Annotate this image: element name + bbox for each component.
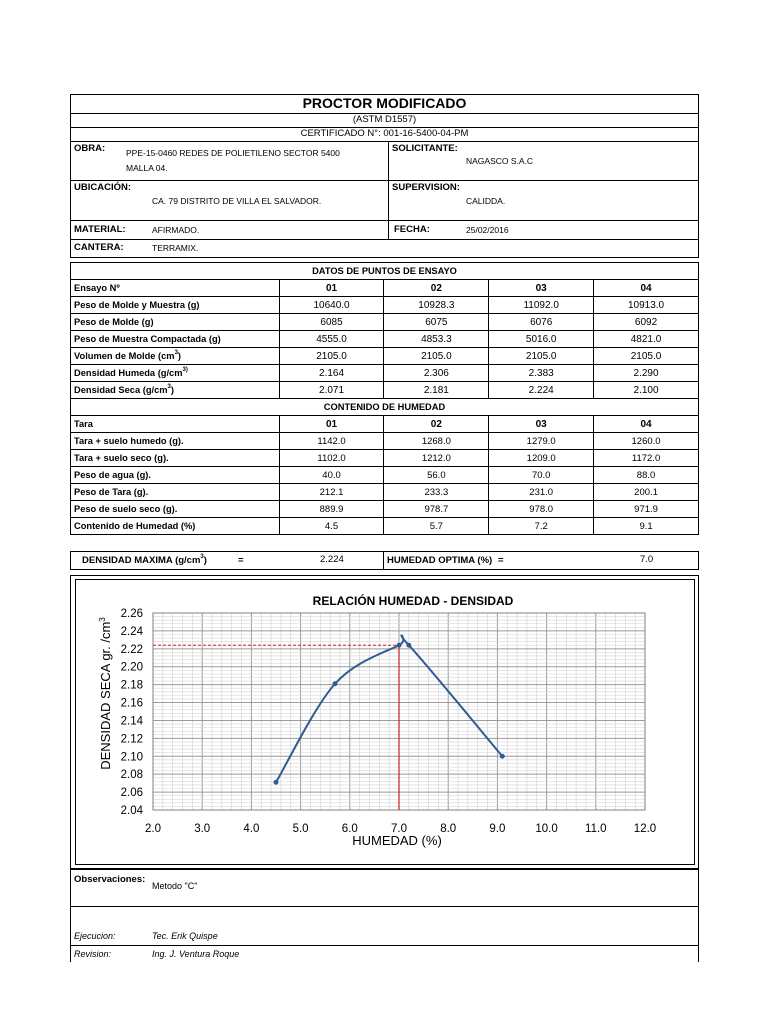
cell: 10640.0 (279, 297, 384, 314)
data-point (333, 681, 338, 686)
cell: 10913.0 (594, 297, 699, 314)
row-label: Peso de Tara (g). (71, 484, 280, 501)
x-tick-label: 4.0 (243, 823, 260, 835)
page-title: PROCTOR MODIFICADO (302, 95, 467, 111)
fecha-value: 25/02/2016 (466, 225, 509, 235)
densidad-maxima-label: DENSIDAD MAXIMA $(g/cm^3)$ (82, 554, 207, 566)
row-label: Tara + suelo seco (g). (71, 450, 280, 467)
x-tick-label: 11.0 (585, 823, 607, 835)
cell: 70.0 (489, 467, 594, 484)
y-tick-label: 2.14 (120, 715, 143, 728)
humedad-optima-label: HUMEDAD OPTIMA (%) (387, 555, 493, 566)
cell: 4821.0 (594, 331, 699, 348)
point-header: 04 (594, 416, 699, 433)
x-tick-label: 9.0 (489, 823, 506, 835)
obra-value-line1: PPE-15-0460 REDES DE POLIETILENO SECTOR 5400 (126, 148, 340, 158)
cantera-label: CANTERA: (74, 242, 124, 253)
equals-sign: = (498, 555, 504, 566)
supervision-value: CALIDDA. (466, 196, 506, 206)
x-tick-label: 7.0 (391, 823, 407, 835)
cell: 7.2 (489, 518, 594, 535)
observations-label: Observaciones: (74, 874, 146, 885)
cell: 2105.0 (594, 348, 699, 365)
y-tick-label: 2.06 (120, 787, 143, 800)
row-label: Peso de Molde (g) (71, 314, 280, 331)
cell: 5016.0 (489, 331, 594, 348)
divider (70, 907, 71, 962)
point-header: 03 (489, 416, 594, 433)
point-header: 02 (384, 416, 489, 433)
cell: 56.0 (384, 467, 489, 484)
chart-title: RELACIÓN HUMEDAD - DENSIDAD (312, 594, 514, 608)
y-tick-label: 2.12 (120, 733, 143, 746)
point-header: 01 (279, 416, 384, 433)
humedad-header-label: Tara (71, 416, 280, 433)
data-point (397, 643, 402, 648)
cell: 1209.0 (489, 450, 594, 467)
cell: 40.0 (279, 467, 384, 484)
cell: 2105.0 (489, 348, 594, 365)
x-axis-label: HUMEDAD (%) (352, 833, 442, 848)
cell: 6075 (384, 314, 489, 331)
cell: 2.100 (594, 382, 699, 399)
row-label: Densidad Seca $(g/cm^3)$ (71, 382, 280, 399)
cell: 2.383 (489, 365, 594, 382)
cell: 5.7 (384, 518, 489, 535)
cell: 4853.3 (384, 331, 489, 348)
x-tick-label: 10.0 (535, 823, 558, 835)
cell: 971.9 (594, 501, 699, 518)
cell: 2.071 (279, 382, 384, 399)
row-label: Peso de Muestra Compactada (g) (71, 331, 280, 348)
ejecucion-label: Ejecucion: (74, 931, 116, 941)
y-axis-label: DENSIDAD SECA gr. $/cm^3$ (98, 617, 113, 770)
cell: 1260.0 (594, 433, 699, 450)
cell: 231.0 (489, 484, 594, 501)
cell: 9.1 (594, 518, 699, 535)
cell: 4555.0 (279, 331, 384, 348)
cell: 2.224 (489, 382, 594, 399)
cell: 2.164 (279, 365, 384, 382)
solicitante-label: SOLICITANTE: (392, 143, 458, 154)
y-tick-label: 2.24 (120, 625, 143, 638)
point-header: 03 (489, 280, 594, 297)
y-tick-label: 2.10 (120, 751, 143, 764)
divider (698, 907, 699, 962)
divider (70, 945, 699, 946)
solicitante-value: NAGASCO S.A.C (466, 156, 534, 166)
cell: 1172.0 (594, 450, 699, 467)
cell: 6085 (279, 314, 384, 331)
obra-label: OBRA: (74, 143, 106, 154)
x-tick-label: 8.0 (440, 823, 457, 835)
row-label: Peso de suelo seco (g). (71, 501, 280, 518)
humedad-title: CONTENIDO DE HUMEDAD (71, 399, 699, 416)
equals-sign: = (238, 555, 244, 566)
cell: 1142.0 (279, 433, 384, 450)
row-label: Peso de Molde y Muestra (g) (71, 297, 280, 314)
y-tick-label: 2.22 (120, 643, 143, 656)
certificate-number: CERTIFICADO N°: 001-16-5400-04-PM (300, 128, 469, 139)
revision-label: Revision: (74, 949, 112, 959)
row-label: Densidad Humeda ($g/cm^{3)}$ (71, 365, 280, 382)
y-tick-label: 2.20 (120, 661, 143, 674)
y-tick-label: 2.08 (120, 769, 143, 782)
cell: 200.1 (594, 484, 699, 501)
x-tick-label: 5.0 (292, 823, 309, 835)
cell: 10928.3 (384, 297, 489, 314)
cell: 212.1 (279, 484, 384, 501)
cell: 11092.0 (489, 297, 594, 314)
cell: 978.0 (489, 501, 594, 518)
x-tick-label: 3.0 (194, 823, 211, 835)
x-tick-label: 6.0 (341, 823, 358, 835)
ensayo-title: DATOS DE PUNTOS DE ENSAYO (71, 263, 699, 280)
cell: 2.290 (594, 365, 699, 382)
cell: 2.181 (384, 382, 489, 399)
data-point (274, 780, 279, 785)
y-tick-label: 2.18 (120, 679, 143, 692)
supervision-label: SUPERVISION: (392, 182, 460, 193)
observations-value: Metodo "C" (152, 881, 198, 891)
material-label: MATERIAL: (74, 224, 126, 235)
y-tick-label: 2.04 (120, 805, 143, 817)
cell: 6076 (489, 314, 594, 331)
ubicacion-label: UBICACIÓN: (74, 182, 131, 193)
cell: 978.7 (384, 501, 489, 518)
x-tick-label: 12.0 (633, 823, 657, 835)
revision-value: Ing. J. Ventura Roque (152, 949, 240, 959)
data-point (500, 754, 505, 759)
row-label: Peso de agua (g). (71, 467, 280, 484)
ubicacion-value: CA. 79 DISTRITO DE VILLA EL SALVADOR. (152, 196, 322, 206)
cell: 4.5 (279, 518, 384, 535)
x-tick-label: 2.0 (145, 823, 161, 835)
point-header: 04 (594, 280, 699, 297)
cell: 2105.0 (384, 348, 489, 365)
cell: 233.3 (384, 484, 489, 501)
cell: 1279.0 (489, 433, 594, 450)
data-point (406, 643, 411, 648)
y-tick-label: 2.26 (120, 608, 143, 620)
fecha-label: FECHA: (394, 224, 430, 235)
cantera-value: TERRAMIX. (152, 243, 199, 253)
point-header: 01 (279, 280, 384, 297)
ejecucion-value: Tec. Erik Quispe (152, 931, 218, 941)
cell: 1102.0 (279, 450, 384, 467)
material-value: AFIRMADO. (152, 225, 200, 235)
y-tick-label: 2.16 (120, 697, 143, 710)
cell: 1268.0 (384, 433, 489, 450)
cell: 889.9 (279, 501, 384, 518)
row-label: Tara + suelo humedo (g). (71, 433, 280, 450)
cell: 2.306 (384, 365, 489, 382)
humedad-optima-value: 7.0 (640, 554, 654, 565)
row-label: Volumen de Molde $(cm^3)$ (71, 348, 280, 365)
densidad-maxima-value: 2.224 (320, 554, 344, 565)
cell: 2105.0 (279, 348, 384, 365)
cell: 88.0 (594, 467, 699, 484)
point-header: 02 (384, 280, 489, 297)
cell: 1212.0 (384, 450, 489, 467)
astm-norm: (ASTM D1557) (352, 114, 417, 125)
obra-value-line2: MALLA 04. (126, 163, 168, 173)
row-label: Contenido de Humedad (%) (71, 518, 280, 535)
cell: 6092 (594, 314, 699, 331)
ensayo-header-label: Ensayo Nº (71, 280, 280, 297)
